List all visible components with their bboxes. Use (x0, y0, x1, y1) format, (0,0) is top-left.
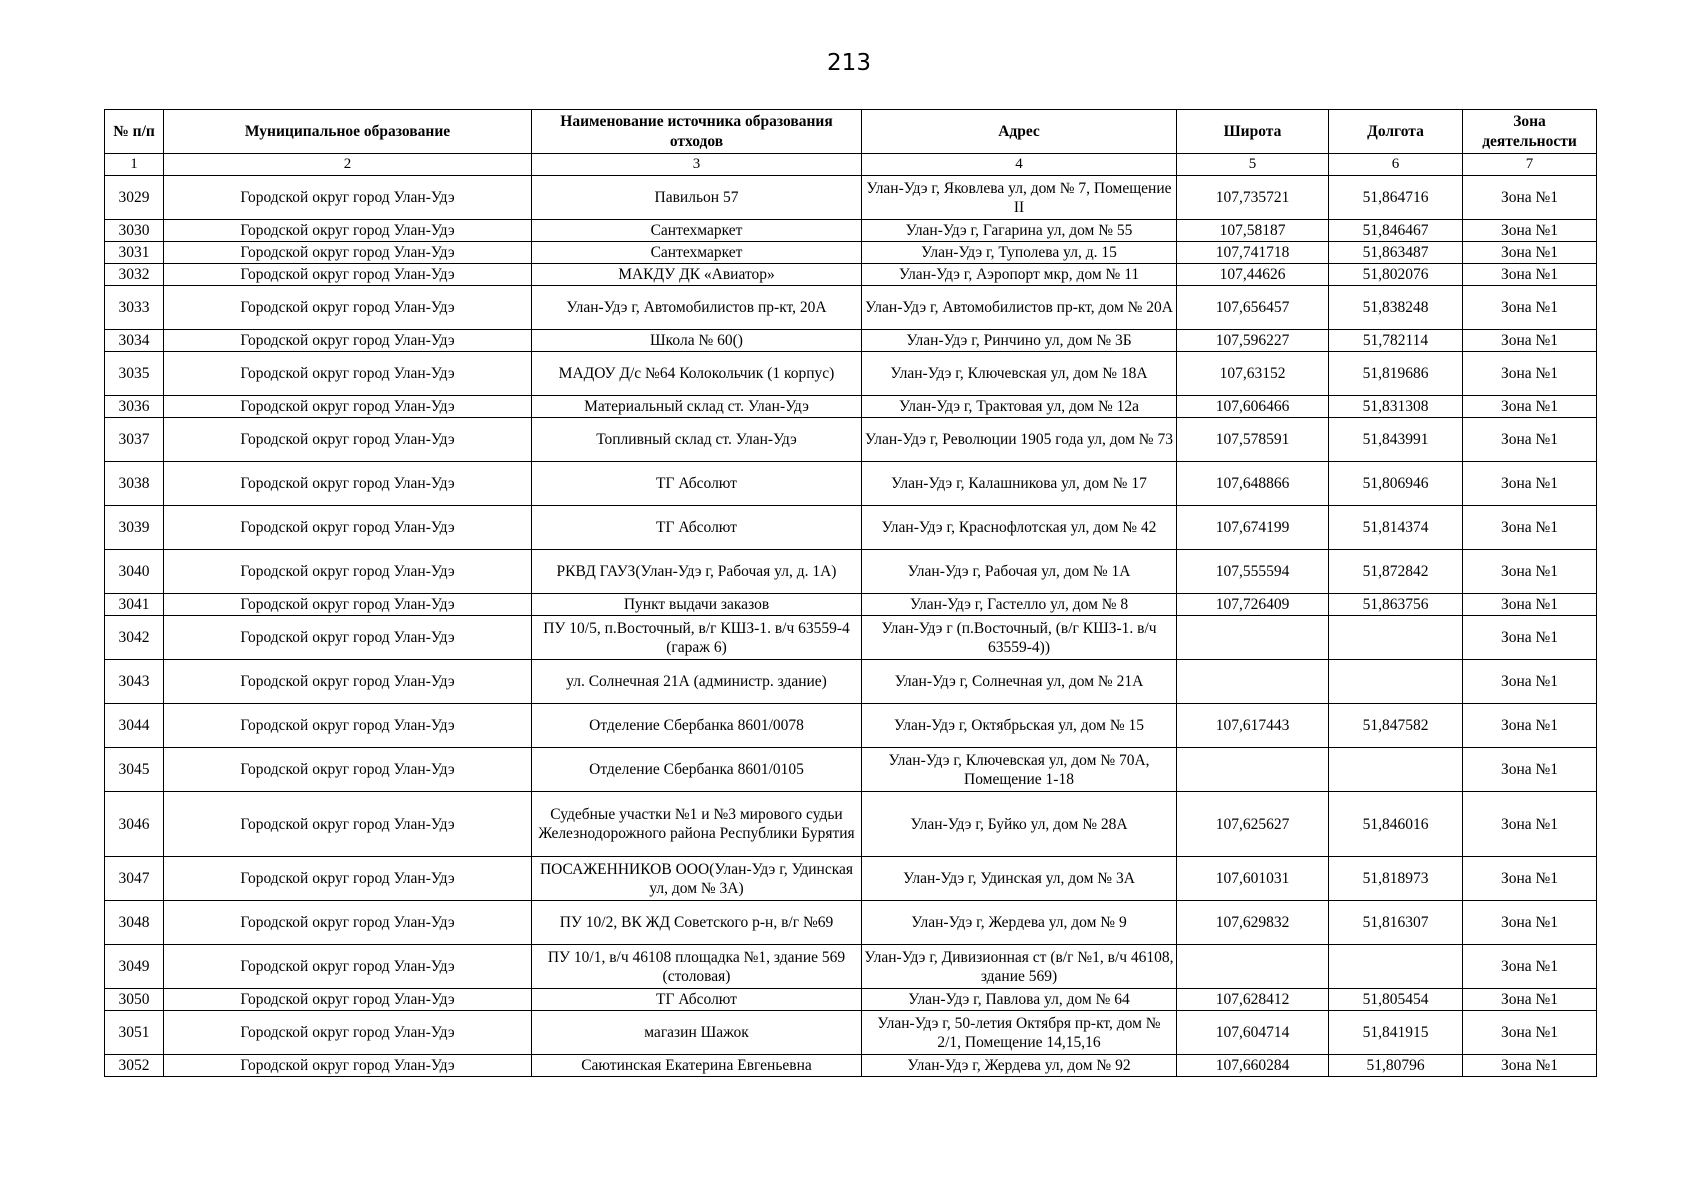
row-number-cell: 3040 (105, 550, 164, 594)
zone-cell: Зона №1 (1463, 550, 1597, 594)
zone-cell: Зона №1 (1463, 594, 1597, 616)
table-row (105, 352, 1597, 396)
row-number-cell: 3034 (105, 330, 164, 352)
table-row (105, 264, 1597, 286)
latitude-cell: 107,555594 (1177, 550, 1329, 594)
longitude-cell: 51,864716 (1329, 176, 1463, 220)
source-name-cell: ул. Солнечная 21А (администр. здание) (532, 660, 862, 704)
address-cell: Улан-Удэ г, Гастелло ул, дом № 8 (862, 594, 1177, 616)
municipality-cell: Городской округ город Улан-Удэ (164, 901, 532, 945)
source-name-cell: магазин Шажок (532, 1011, 862, 1055)
header-cell-number: № п/п (105, 110, 164, 154)
row-number-cell: 3029 (105, 176, 164, 220)
latitude-cell: 107,578591 (1177, 418, 1329, 462)
municipality-cell: Городской округ город Улан-Удэ (164, 989, 532, 1011)
zone-cell: Зона №1 (1463, 396, 1597, 418)
column-number-row (105, 154, 1597, 176)
address-cell: Улан-Удэ г, Трактовая ул, дом № 12а (862, 396, 1177, 418)
row-number-cell: 3052 (105, 1055, 164, 1077)
longitude-cell: 51,819686 (1329, 352, 1463, 396)
table-row (105, 989, 1597, 1011)
header-row (105, 110, 1597, 154)
zone-cell: Зона №1 (1463, 286, 1597, 330)
row-number-cell: 3035 (105, 352, 164, 396)
table-row (105, 176, 1597, 220)
latitude-cell: 107,606466 (1177, 396, 1329, 418)
longitude-cell: 51,814374 (1329, 506, 1463, 550)
municipality-cell: Городской округ город Улан-Удэ (164, 462, 532, 506)
source-name-cell: ТГ Абсолют (532, 506, 862, 550)
longitude-cell: 51,843991 (1329, 418, 1463, 462)
longitude-cell (1329, 945, 1463, 989)
address-cell: Улан-Удэ г, Туполева ул, д. 15 (862, 242, 1177, 264)
address-cell: Улан-Удэ г, Гагарина ул, дом № 55 (862, 220, 1177, 242)
header-cell-municipality: Муниципальное образование (164, 110, 532, 154)
longitude-cell: 51,831308 (1329, 396, 1463, 418)
longitude-cell: 51,802076 (1329, 264, 1463, 286)
municipality-cell: Городской округ город Улан-Удэ (164, 352, 532, 396)
column-number: 4 (862, 154, 1177, 176)
municipality-cell: Городской округ город Улан-Удэ (164, 945, 532, 989)
row-number-cell: 3037 (105, 418, 164, 462)
header-cell-source: Наименование источника образования отходов (532, 110, 862, 154)
source-name-cell: Топливный склад ст. Улан-Удэ (532, 418, 862, 462)
longitude-cell (1329, 748, 1463, 792)
header-cell-address: Адрес (862, 110, 1177, 154)
latitude-cell: 107,58187 (1177, 220, 1329, 242)
table-row (105, 1011, 1597, 1055)
zone-cell: Зона №1 (1463, 242, 1597, 264)
municipality-cell: Городской округ город Улан-Удэ (164, 506, 532, 550)
longitude-cell: 51,806946 (1329, 462, 1463, 506)
row-number-cell: 3036 (105, 396, 164, 418)
address-cell: Улан-Удэ г, Ринчино ул, дом № 3Б (862, 330, 1177, 352)
address-cell: Улан-Удэ г, Краснофлотская ул, дом № 42 (862, 506, 1177, 550)
source-name-cell: Школа № 60() (532, 330, 862, 352)
zone-cell: Зона №1 (1463, 330, 1597, 352)
address-cell: Улан-Удэ г, Жердева ул, дом № 92 (862, 1055, 1177, 1077)
row-number-cell: 3045 (105, 748, 164, 792)
source-name-cell: Саютинская Екатерина Евгеньевна (532, 1055, 862, 1077)
zone-cell: Зона №1 (1463, 792, 1597, 857)
source-name-cell: ПУ 10/2, ВК ЖД Советского р-н, в/г №69 (532, 901, 862, 945)
source-name-cell: Сантехмаркет (532, 242, 862, 264)
header-cell-longitude: Долгота (1329, 110, 1463, 154)
longitude-cell: 51,816307 (1329, 901, 1463, 945)
row-number-cell: 3048 (105, 901, 164, 945)
zone-cell: Зона №1 (1463, 945, 1597, 989)
latitude-cell: 107,648866 (1177, 462, 1329, 506)
address-cell: Улан-Удэ г, Павлова ул, дом № 64 (862, 989, 1177, 1011)
column-number: 6 (1329, 154, 1463, 176)
zone-cell: Зона №1 (1463, 176, 1597, 220)
longitude-cell: 51,841915 (1329, 1011, 1463, 1055)
municipality-cell: Городской округ город Улан-Удэ (164, 550, 532, 594)
address-cell: Улан-Удэ г, Буйко ул, дом № 28А (862, 792, 1177, 857)
source-name-cell: МАДОУ Д/с №64 Колокольчик (1 корпус) (532, 352, 862, 396)
latitude-cell: 107,604714 (1177, 1011, 1329, 1055)
table-row (105, 594, 1597, 616)
latitude-cell: 107,63152 (1177, 352, 1329, 396)
source-name-cell: Материальный склад ст. Улан-Удэ (532, 396, 862, 418)
latitude-cell: 107,629832 (1177, 901, 1329, 945)
longitude-cell (1329, 616, 1463, 660)
municipality-cell: Городской округ город Улан-Удэ (164, 418, 532, 462)
zone-cell: Зона №1 (1463, 989, 1597, 1011)
row-number-cell: 3044 (105, 704, 164, 748)
longitude-cell: 51,838248 (1329, 286, 1463, 330)
latitude-cell: 107,741718 (1177, 242, 1329, 264)
latitude-cell: 107,656457 (1177, 286, 1329, 330)
address-cell: Улан-Удэ г, 50-летия Октября пр-кт, дом № 2/1, Помещение 14,15,16 (862, 1011, 1177, 1055)
source-name-cell: Пункт выдачи заказов (532, 594, 862, 616)
source-name-cell: Судебные участки №1 и №3 мирового судьи Железнодорожного района Республики Бурятия (532, 792, 862, 857)
latitude-cell (1177, 748, 1329, 792)
table-row (105, 1055, 1597, 1077)
zone-cell: Зона №1 (1463, 264, 1597, 286)
longitude-cell: 51,872842 (1329, 550, 1463, 594)
address-cell: Улан-Удэ г, Удинская ул, дом № 3А (862, 857, 1177, 901)
longitude-cell: 51,782114 (1329, 330, 1463, 352)
source-name-cell: ПУ 10/5, п.Восточный, в/г КШЗ-1. в/ч 63559-4 (гараж 6) (532, 616, 862, 660)
address-cell: Улан-Удэ г (п.Восточный, (в/г КШЗ-1. в/ч 63559-4)) (862, 616, 1177, 660)
address-cell: Улан-Удэ г, Аэропорт мкр, дом № 11 (862, 264, 1177, 286)
table-row (105, 660, 1597, 704)
row-number-cell: 3038 (105, 462, 164, 506)
source-name-cell: РКВД ГАУЗ(Улан-Удэ г, Рабочая ул, д. 1А) (532, 550, 862, 594)
row-number-cell: 3046 (105, 792, 164, 857)
latitude-cell: 107,601031 (1177, 857, 1329, 901)
municipality-cell: Городской округ город Улан-Удэ (164, 857, 532, 901)
row-number-cell: 3030 (105, 220, 164, 242)
municipality-cell: Городской округ город Улан-Удэ (164, 748, 532, 792)
source-name-cell: Сантехмаркет (532, 220, 862, 242)
zone-cell: Зона №1 (1463, 462, 1597, 506)
latitude-cell (1177, 616, 1329, 660)
latitude-cell: 107,735721 (1177, 176, 1329, 220)
zone-cell: Зона №1 (1463, 506, 1597, 550)
row-number-cell: 3031 (105, 242, 164, 264)
address-cell: Улан-Удэ г, Жердева ул, дом № 9 (862, 901, 1177, 945)
header-cell-zone: Зона деятельности (1463, 110, 1597, 154)
column-number: 7 (1463, 154, 1597, 176)
table-row (105, 704, 1597, 748)
municipality-cell: Городской округ город Улан-Удэ (164, 242, 532, 264)
row-number-cell: 3041 (105, 594, 164, 616)
table-row (105, 418, 1597, 462)
municipality-cell: Городской округ город Улан-Удэ (164, 660, 532, 704)
zone-cell: Зона №1 (1463, 352, 1597, 396)
source-name-cell: Павильон 57 (532, 176, 862, 220)
table-row (105, 506, 1597, 550)
source-name-cell: ТГ Абсолют (532, 462, 862, 506)
source-name-cell: Улан-Удэ г, Автомобилистов пр-кт, 20А (532, 286, 862, 330)
table-row (105, 792, 1597, 857)
row-number-cell: 3047 (105, 857, 164, 901)
address-cell: Улан-Удэ г, Яковлева ул, дом № 7, Помещение II (862, 176, 1177, 220)
waste-sources-table (104, 109, 1597, 1077)
table-row (105, 945, 1597, 989)
longitude-cell: 51,863756 (1329, 594, 1463, 616)
municipality-cell: Городской округ город Улан-Удэ (164, 792, 532, 857)
table-row (105, 550, 1597, 594)
municipality-cell: Городской округ город Улан-Удэ (164, 616, 532, 660)
address-cell: Улан-Удэ г, Солнечная ул, дом № 21А (862, 660, 1177, 704)
latitude-cell: 107,628412 (1177, 989, 1329, 1011)
source-name-cell: ТГ Абсолют (532, 989, 862, 1011)
row-number-cell: 3032 (105, 264, 164, 286)
row-number-cell: 3051 (105, 1011, 164, 1055)
address-cell: Улан-Удэ г, Калашникова ул, дом № 17 (862, 462, 1177, 506)
zone-cell: Зона №1 (1463, 748, 1597, 792)
latitude-cell: 107,617443 (1177, 704, 1329, 748)
column-number: 5 (1177, 154, 1329, 176)
source-name-cell: МАКДУ ДК «Авиатор» (532, 264, 862, 286)
longitude-cell: 51,847582 (1329, 704, 1463, 748)
source-name-cell: Отделение Сбербанка 8601/0078 (532, 704, 862, 748)
table-row (105, 901, 1597, 945)
table-row (105, 857, 1597, 901)
longitude-cell (1329, 660, 1463, 704)
municipality-cell: Городской округ город Улан-Удэ (164, 704, 532, 748)
table-row (105, 330, 1597, 352)
zone-cell: Зона №1 (1463, 704, 1597, 748)
zone-cell: Зона №1 (1463, 857, 1597, 901)
longitude-cell: 51,80796 (1329, 1055, 1463, 1077)
table-row (105, 286, 1597, 330)
row-number-cell: 3033 (105, 286, 164, 330)
table-row (105, 242, 1597, 264)
latitude-cell (1177, 660, 1329, 704)
source-name-cell: Отделение Сбербанка 8601/0105 (532, 748, 862, 792)
row-number-cell: 3049 (105, 945, 164, 989)
address-cell: Улан-Удэ г, Ключевская ул, дом № 18А (862, 352, 1177, 396)
column-number: 2 (164, 154, 532, 176)
address-cell: Улан-Удэ г, Дивизионная ст (в/г №1, в/ч 46108, здание 569) (862, 945, 1177, 989)
latitude-cell: 107,596227 (1177, 330, 1329, 352)
municipality-cell: Городской округ город Улан-Удэ (164, 396, 532, 418)
row-number-cell: 3039 (105, 506, 164, 550)
latitude-cell: 107,726409 (1177, 594, 1329, 616)
longitude-cell: 51,818973 (1329, 857, 1463, 901)
address-cell: Улан-Удэ г, Революции 1905 года ул, дом № 73 (862, 418, 1177, 462)
municipality-cell: Городской округ город Улан-Удэ (164, 1011, 532, 1055)
longitude-cell: 51,863487 (1329, 242, 1463, 264)
longitude-cell: 51,805454 (1329, 989, 1463, 1011)
municipality-cell: Городской округ город Улан-Удэ (164, 330, 532, 352)
table-body (105, 176, 1597, 1077)
zone-cell: Зона №1 (1463, 616, 1597, 660)
zone-cell: Зона №1 (1463, 660, 1597, 704)
row-number-cell: 3043 (105, 660, 164, 704)
header-cell-latitude: Широта (1177, 110, 1329, 154)
latitude-cell: 107,44626 (1177, 264, 1329, 286)
longitude-cell: 51,846016 (1329, 792, 1463, 857)
column-number: 3 (532, 154, 862, 176)
municipality-cell: Городской округ город Улан-Удэ (164, 176, 532, 220)
municipality-cell: Городской округ город Улан-Удэ (164, 220, 532, 242)
page-number: 213 (827, 50, 871, 76)
zone-cell: Зона №1 (1463, 418, 1597, 462)
address-cell: Улан-Удэ г, Октябрьская ул, дом № 15 (862, 704, 1177, 748)
row-number-cell: 3042 (105, 616, 164, 660)
source-name-cell: ПУ 10/1, в/ч 46108 площадка №1, здание 569 (столовая) (532, 945, 862, 989)
table-row (105, 616, 1597, 660)
latitude-cell: 107,660284 (1177, 1055, 1329, 1077)
source-name-cell: ПОСАЖЕННИКОВ ООО(Улан-Удэ г, Удинская ул, дом № 3А) (532, 857, 862, 901)
row-number-cell: 3050 (105, 989, 164, 1011)
latitude-cell: 107,674199 (1177, 506, 1329, 550)
municipality-cell: Городской округ город Улан-Удэ (164, 1055, 532, 1077)
municipality-cell: Городской округ город Улан-Удэ (164, 264, 532, 286)
table-row (105, 748, 1597, 792)
latitude-cell (1177, 945, 1329, 989)
address-cell: Улан-Удэ г, Рабочая ул, дом № 1А (862, 550, 1177, 594)
address-cell: Улан-Удэ г, Автомобилистов пр-кт, дом № 20А (862, 286, 1177, 330)
address-cell: Улан-Удэ г, Ключевская ул, дом № 70А, Помещение 1-18 (862, 748, 1177, 792)
latitude-cell: 107,625627 (1177, 792, 1329, 857)
municipality-cell: Городской округ город Улан-Удэ (164, 286, 532, 330)
column-number: 1 (105, 154, 164, 176)
longitude-cell: 51,846467 (1329, 220, 1463, 242)
zone-cell: Зона №1 (1463, 1011, 1597, 1055)
table-row (105, 396, 1597, 418)
zone-cell: Зона №1 (1463, 901, 1597, 945)
table-row (105, 462, 1597, 506)
zone-cell: Зона №1 (1463, 220, 1597, 242)
zone-cell: Зона №1 (1463, 1055, 1597, 1077)
table-row (105, 220, 1597, 242)
municipality-cell: Городской округ город Улан-Удэ (164, 594, 532, 616)
